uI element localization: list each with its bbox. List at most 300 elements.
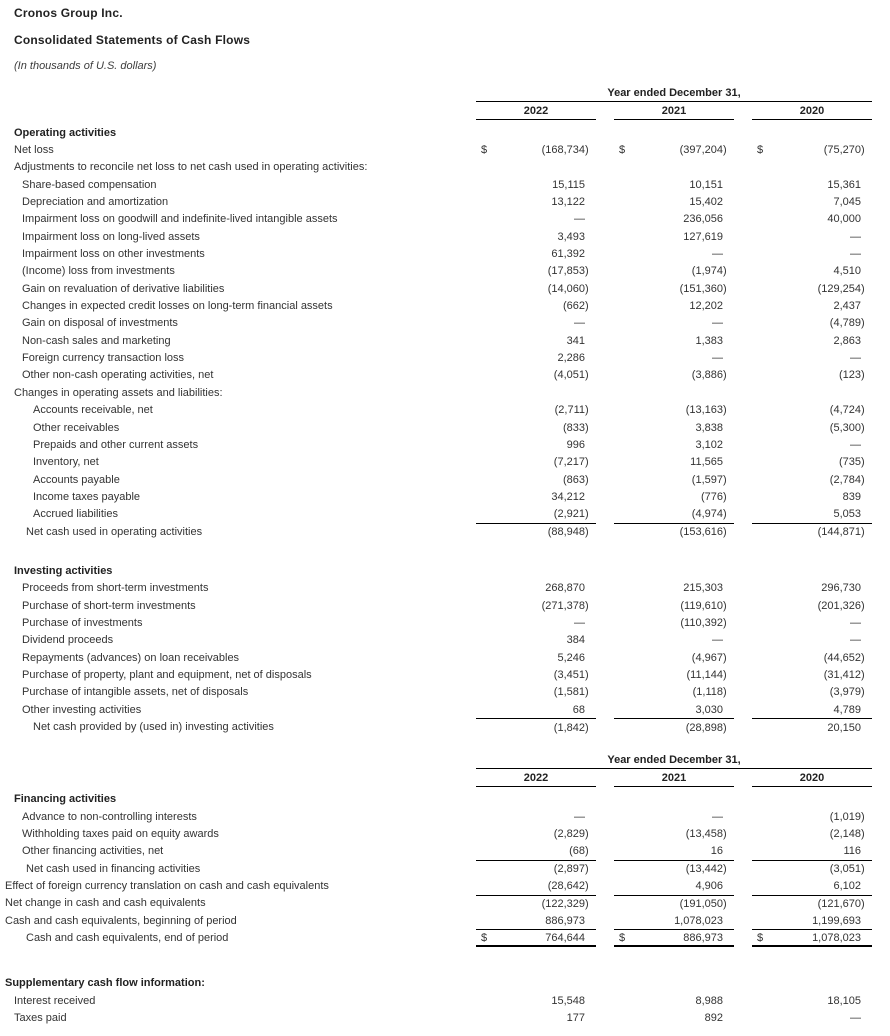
value: (123 (838, 369, 861, 382)
paren-close: ) (585, 599, 589, 612)
table-row (0, 124, 872, 141)
value: 341 (566, 334, 585, 347)
table-row (0, 684, 872, 701)
value: 1,078,023 (812, 931, 861, 944)
value-cell (476, 580, 596, 597)
paren-close: ) (585, 880, 589, 893)
value: (3,979 (829, 686, 861, 699)
value: (3,451 (553, 668, 585, 681)
paren-close: ) (861, 317, 865, 330)
value: 2,437 (833, 300, 861, 313)
value-cell (614, 808, 734, 825)
value-cell (752, 263, 872, 280)
paren-close: ) (585, 863, 589, 876)
value: — (712, 248, 723, 261)
value: (662 (562, 300, 585, 313)
value-cell (476, 791, 596, 808)
value-cell (752, 523, 872, 540)
value-cell (614, 895, 734, 912)
value: 8,988 (695, 994, 723, 1007)
value: (201,326 (817, 599, 861, 612)
value-cell (476, 992, 596, 1009)
value-cell (752, 684, 872, 701)
value-cell (476, 263, 596, 280)
value-cell (752, 666, 872, 683)
value-cell (476, 649, 596, 666)
value: 12,202 (689, 300, 723, 313)
value: (1,118 (692, 686, 723, 699)
period-header-row (0, 755, 872, 769)
value-cell (614, 523, 734, 540)
value: 7,045 (833, 196, 861, 209)
operating-investing-table (0, 88, 890, 736)
value-cell (614, 843, 734, 860)
value: 40,000 (827, 213, 861, 226)
value-cell (614, 632, 734, 649)
value-cell (476, 193, 596, 210)
row-label: Adjustments to reconcile net loss to net cash used in operating activities: (14, 161, 368, 174)
value-cell (614, 506, 734, 523)
value: — (712, 317, 723, 330)
value-cell (752, 825, 872, 842)
value: (88,948 (547, 526, 585, 539)
value-cell (476, 701, 596, 718)
value-cell (752, 349, 872, 366)
value: (68 (569, 845, 585, 858)
value-cell (614, 402, 734, 419)
value-cell (752, 791, 872, 808)
value: — (850, 1012, 861, 1025)
value-cell (752, 860, 872, 877)
value: (4,974 (691, 508, 723, 521)
paren-close: ) (861, 282, 865, 295)
value-cell (614, 649, 734, 666)
paren-close: ) (723, 508, 727, 521)
table-row (0, 975, 872, 992)
value: 11,565 (690, 456, 723, 469)
row-label: Impairment loss on other investments (22, 248, 205, 261)
value-cell (476, 124, 596, 141)
value-cell (476, 141, 596, 158)
value-cell (752, 808, 872, 825)
value: (4,789 (829, 317, 861, 330)
paren-close: ) (585, 282, 589, 295)
value: — (574, 810, 585, 823)
row-label: Other non-cash operating activities, net (22, 369, 214, 382)
value: — (712, 810, 723, 823)
document-header (0, 6, 890, 73)
table-row (0, 808, 872, 825)
paren-close: ) (861, 686, 865, 699)
value-cell (614, 992, 734, 1009)
paren-close: ) (585, 721, 589, 734)
row-label: Financing activities (14, 793, 117, 806)
currency-symbol: $ (757, 144, 764, 157)
value: (3,886 (691, 369, 723, 382)
table-row (0, 280, 872, 297)
year-header-row (0, 102, 872, 120)
table-row (0, 176, 872, 193)
value: (153,616 (679, 526, 723, 539)
paren-close: ) (723, 526, 727, 539)
value: 15,115 (552, 178, 585, 191)
value-cell (752, 419, 872, 436)
value: 18,105 (827, 994, 861, 1007)
row-label: Dividend proceeds (22, 634, 114, 647)
value: (1,019 (829, 810, 861, 823)
value-cell (476, 666, 596, 683)
row-label: Accrued liabilities (33, 508, 118, 521)
row-label: Withholding taxes paid on equity awards (22, 828, 219, 841)
table-row (0, 436, 872, 453)
value-cell (476, 506, 596, 523)
value: (271,378 (541, 599, 585, 612)
value: (191,050 (679, 897, 723, 910)
value-cell (476, 912, 596, 929)
currency-symbol: $ (619, 931, 626, 944)
value: (4,051 (553, 369, 585, 382)
row-label: (Income) loss from investments (22, 265, 175, 278)
value: 177 (566, 1012, 585, 1025)
paren-close: ) (585, 897, 589, 910)
value: 15,548 (551, 994, 585, 1007)
value-cell (614, 666, 734, 683)
value: 16 (710, 845, 723, 858)
value-cell (476, 614, 596, 631)
value: 764,644 (545, 931, 585, 944)
value: 268,870 (545, 582, 585, 595)
paren-close: ) (723, 721, 727, 734)
value: 236,056 (683, 213, 723, 226)
row-label: Gain on revaluation of derivative liabilities (22, 282, 225, 295)
value-cell (752, 992, 872, 1009)
table-row (0, 718, 872, 735)
paren-close: ) (585, 526, 589, 539)
supplementary-table (0, 975, 890, 1027)
value: (397,204 (679, 144, 723, 157)
year-column-header-2022: 2022 (476, 769, 596, 787)
row-label: Accounts receivable, net (33, 404, 153, 417)
value: 127,619 (683, 230, 723, 243)
paren-close: ) (861, 526, 865, 539)
value-cell (476, 419, 596, 436)
paren-close: ) (723, 144, 727, 157)
value-cell (476, 929, 596, 946)
table-row (0, 402, 872, 419)
value-cell (476, 975, 596, 992)
value-cell (614, 436, 734, 453)
paren-close: ) (723, 686, 727, 699)
table-row (0, 193, 872, 210)
row-label: Other receivables (33, 421, 120, 434)
row-label: Purchase of intangible assets, net of disposals (22, 686, 249, 699)
value: 384 (566, 634, 585, 647)
paren-close: ) (861, 897, 865, 910)
value: (5,300 (829, 421, 861, 434)
value-cell (476, 332, 596, 349)
value-cell (752, 506, 872, 523)
value: 4,906 (695, 880, 723, 893)
value-cell (476, 825, 596, 842)
value-cell (752, 877, 872, 894)
paren-close: ) (861, 863, 865, 876)
value-cell (614, 159, 734, 176)
row-label: Interest received (14, 994, 96, 1007)
value-cell (752, 912, 872, 929)
value: — (850, 230, 861, 243)
value-cell (614, 454, 734, 471)
table-row (0, 992, 872, 1009)
financing-rows (0, 791, 872, 947)
value: (144,871 (817, 526, 861, 539)
value: 15,402 (689, 196, 723, 209)
value-cell (476, 211, 596, 228)
row-label: Net cash used in financing activities (26, 862, 201, 875)
value-cell (752, 176, 872, 193)
value-cell (476, 597, 596, 614)
year-column-header-2021: 2021 (614, 102, 734, 120)
paren-close: ) (861, 668, 865, 681)
paren-close: ) (585, 686, 589, 699)
paren-close: ) (585, 369, 589, 382)
table-row (0, 471, 872, 488)
value: (122,329 (541, 897, 585, 910)
value: (28,642 (547, 880, 585, 893)
paren-close: ) (723, 863, 727, 876)
value: 10,151 (689, 178, 723, 191)
value: — (850, 352, 861, 365)
row-label: Net cash provided by (used in) investing activities (33, 721, 274, 734)
row-label: Income taxes payable (33, 490, 141, 503)
value-cell (476, 1009, 596, 1026)
value-cell (614, 597, 734, 614)
value: (2,711 (554, 404, 585, 417)
row-label: Changes in expected credit losses on long-term financial assets (22, 300, 333, 313)
value-cell (614, 791, 734, 808)
value-cell (752, 245, 872, 262)
value-cell (476, 384, 596, 401)
value: (4,724 (829, 404, 861, 417)
value: (11,144 (686, 668, 723, 681)
value-cell (614, 614, 734, 631)
value-cell (614, 245, 734, 262)
value-cell (476, 877, 596, 894)
table-row (0, 228, 872, 245)
row-label: Proceeds from short-term investments (22, 582, 209, 595)
value-cell (614, 562, 734, 579)
paren-close: ) (723, 828, 727, 841)
value-cell (614, 297, 734, 314)
table-row (0, 843, 872, 860)
paren-close: ) (723, 897, 727, 910)
row-label: Prepaids and other current assets (33, 438, 199, 451)
value: 2,286 (557, 352, 585, 365)
row-label: Foreign currency transaction loss (22, 352, 185, 365)
value-cell (614, 211, 734, 228)
value: — (850, 438, 861, 451)
value: — (574, 317, 585, 330)
value-cell (614, 367, 734, 384)
value: 1,199,693 (812, 914, 861, 927)
value: (4,967 (691, 651, 723, 664)
table-row (0, 263, 872, 280)
value-cell (752, 228, 872, 245)
table-row (0, 825, 872, 842)
value-cell (476, 280, 596, 297)
value: (121,670 (817, 897, 861, 910)
row-label: Investing activities (14, 564, 113, 577)
table-row (0, 632, 872, 649)
value-cell (614, 332, 734, 349)
value-cell (752, 454, 872, 471)
value: (13,442 (685, 863, 723, 876)
table-row (0, 367, 872, 384)
value-cell (614, 124, 734, 141)
table-row (0, 929, 872, 946)
paren-close: ) (861, 828, 865, 841)
currency-symbol: $ (757, 931, 764, 944)
year-column-header-2020: 2020 (752, 102, 872, 120)
value-cell (614, 860, 734, 877)
value: 892 (704, 1012, 723, 1025)
paren-close: ) (723, 490, 727, 503)
value: (44,652 (823, 651, 861, 664)
value-cell (752, 280, 872, 297)
value: 20,150 (827, 721, 861, 734)
paren-close: ) (723, 369, 727, 382)
period-header-row (0, 88, 872, 102)
table-row (0, 141, 872, 158)
table-row (0, 506, 872, 523)
value: — (574, 213, 585, 226)
units-note: (In thousands of U.S. dollars) (14, 60, 157, 72)
value-cell (614, 929, 734, 946)
value: 3,030 (695, 703, 723, 716)
value-cell (476, 860, 596, 877)
value: (3,051 (829, 863, 861, 876)
row-label: Net loss (14, 144, 54, 157)
value-cell (476, 488, 596, 505)
value-cell (476, 315, 596, 332)
value: 3,838 (695, 421, 723, 434)
paren-close: ) (723, 473, 727, 486)
row-label: Effect of foreign currency translation on cash and cash equivalents (5, 880, 329, 893)
period-header: Year ended December 31, (476, 754, 872, 769)
year-column-header-2020: 2020 (752, 769, 872, 787)
value-cell (476, 454, 596, 471)
value: 5,053 (833, 508, 861, 521)
value-cell (614, 580, 734, 597)
value-cell (752, 367, 872, 384)
value-cell (476, 297, 596, 314)
value-cell (614, 1009, 734, 1026)
table-row (0, 349, 872, 366)
paren-close: ) (861, 144, 865, 157)
row-label: Depreciation and amortization (22, 196, 169, 209)
row-label: Purchase of property, plant and equipment, net of disposals (22, 668, 312, 681)
value-cell (614, 228, 734, 245)
row-label: Share-based compensation (22, 178, 157, 191)
value: — (574, 616, 585, 629)
row-label: Other financing activities, net (22, 845, 164, 858)
row-label: Cash and cash equivalents, end of period (26, 932, 229, 945)
paren-close: ) (861, 369, 865, 382)
value: 996 (566, 438, 585, 451)
paren-close: ) (723, 651, 727, 664)
value-cell (476, 843, 596, 860)
value: 2,863 (833, 334, 861, 347)
value-cell (614, 975, 734, 992)
value-cell (752, 159, 872, 176)
table-row (0, 701, 872, 718)
value-cell (614, 349, 734, 366)
value-cell (614, 419, 734, 436)
value-cell (752, 929, 872, 946)
currency-symbol: $ (619, 144, 626, 157)
value: 68 (572, 703, 585, 716)
value: 34,212 (551, 490, 585, 503)
row-label: Inventory, net (33, 456, 99, 469)
value-cell (752, 315, 872, 332)
value: (110,392 (680, 616, 723, 629)
value: 61,392 (551, 248, 585, 261)
value: (119,610 (680, 599, 723, 612)
value: (1,842 (553, 721, 585, 734)
value-cell (476, 471, 596, 488)
table-row (0, 912, 872, 929)
paren-close: ) (723, 668, 727, 681)
paren-close: ) (861, 404, 865, 417)
value: (2,148 (829, 828, 861, 841)
row-label: Operating activities (14, 126, 117, 139)
value-cell (476, 684, 596, 701)
paren-close: ) (723, 616, 727, 629)
value: 5,246 (557, 651, 585, 664)
value: — (850, 616, 861, 629)
value: 116 (843, 845, 861, 858)
value-cell (476, 176, 596, 193)
table-row (0, 297, 872, 314)
currency-symbol: $ (481, 144, 488, 157)
table-row (0, 791, 872, 808)
value-cell (752, 701, 872, 718)
row-label: Accounts payable (33, 473, 120, 486)
paren-close: ) (861, 456, 865, 469)
value-cell (752, 193, 872, 210)
statement-title: Consolidated Statements of Cash Flows (14, 33, 251, 47)
value: 4,510 (833, 265, 861, 278)
currency-symbol: $ (481, 931, 488, 944)
value: 1,383 (695, 334, 723, 347)
year-column-header-2022: 2022 (476, 102, 596, 120)
paren-close: ) (861, 651, 865, 664)
table-row (0, 488, 872, 505)
value-cell (752, 843, 872, 860)
row-label: Impairment loss on long-lived assets (22, 230, 200, 243)
row-label: Purchase of investments (22, 616, 143, 629)
row-label: Cash and cash equivalents, beginning of period (5, 914, 237, 927)
value: 839 (842, 490, 861, 503)
paren-close: ) (585, 404, 589, 417)
paren-close: ) (861, 599, 865, 612)
value: — (712, 352, 723, 365)
value-cell (752, 402, 872, 419)
value: 13,122 (551, 196, 585, 209)
value-cell (614, 384, 734, 401)
paren-close: ) (585, 845, 589, 858)
value: 886,973 (545, 914, 585, 927)
value-cell (476, 159, 596, 176)
